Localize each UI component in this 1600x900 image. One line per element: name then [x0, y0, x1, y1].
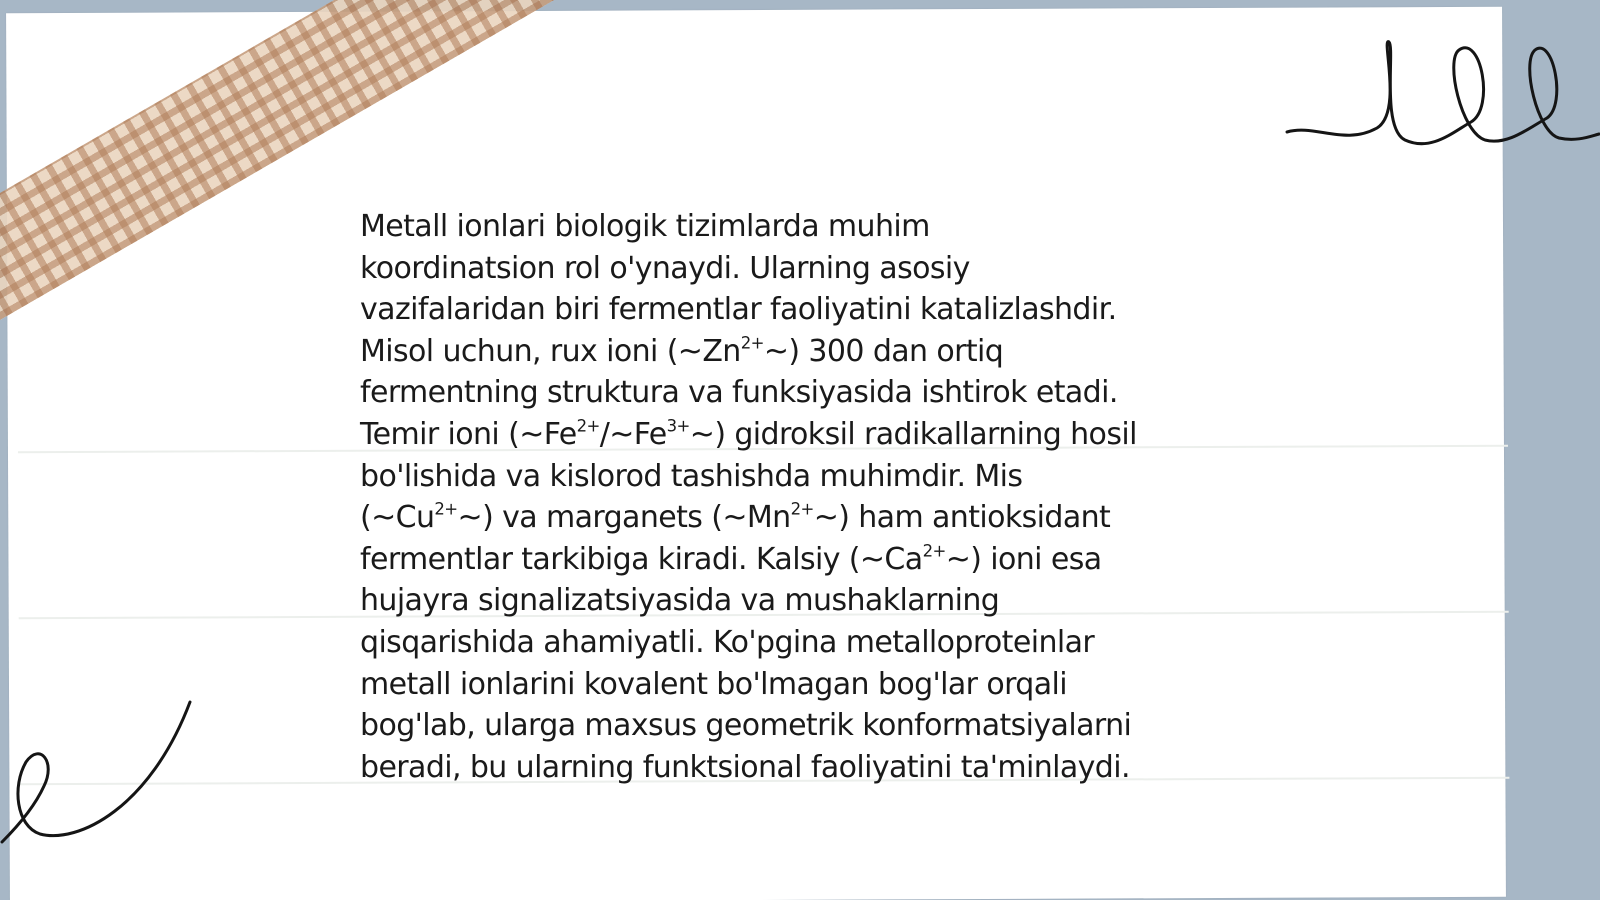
charge-superscript: 2+: [922, 541, 946, 561]
text-segment: fermentning struktura va funksiyasida ishtirok etadi.: [360, 375, 1118, 411]
text-segment: Misol uchun, rux ioni (~Zn: [360, 333, 741, 369]
body-paragraph: [360, 206, 1240, 788]
paragraph-line: [360, 622, 1240, 664]
text-segment: hujayra signalizatsiyasida va mushaklarning: [360, 583, 1000, 619]
text-segment: bog'lab, ularga maxsus geometrik konformatsiyalarni: [360, 708, 1132, 744]
paragraph-line: [360, 372, 1240, 414]
text-segment: fermentlar tarkibiga kiradi. Kalsiy (~Ca: [360, 541, 923, 577]
text-segment: qisqarishida ahamiyatli. Ko'pgina metalloproteinlar: [360, 624, 1095, 660]
paragraph-line: [360, 456, 1240, 498]
text-segment: bo'lishida va kislorod tashishda muhimdir. Mis: [360, 458, 1023, 494]
charge-superscript: 2+: [434, 499, 458, 519]
paragraph-line: [360, 414, 1240, 456]
charge-superscript: 2+: [576, 416, 600, 436]
paragraph-line: [360, 289, 1240, 331]
charge-superscript: 3+: [666, 416, 690, 436]
text-segment: /~Fe: [599, 416, 667, 452]
bottom-left-loop-scribble-icon: [0, 690, 200, 850]
paragraph-line: [360, 539, 1240, 581]
text-segment: ~) ioni esa: [945, 541, 1102, 577]
paragraph-line: [360, 664, 1240, 706]
paragraph-line: [360, 747, 1240, 789]
top-right-loop-scribble-icon: [1285, 28, 1600, 168]
paragraph-line: [360, 331, 1240, 373]
text-segment: ~) ham antioksidant: [813, 500, 1111, 536]
text-segment: Metall ionlari biologik tizimlarda muhim: [360, 209, 930, 244]
paragraph-line: [360, 497, 1240, 539]
charge-superscript: 2+: [790, 499, 814, 519]
text-segment: koordinatsion rol o'ynaydi. Ularning asosiy: [360, 250, 970, 286]
text-segment: beradi, bu ularning funktsional faoliyatini ta'minlaydi.: [360, 749, 1130, 785]
charge-superscript: 2+: [740, 333, 764, 353]
paragraph-line: [360, 705, 1240, 747]
paragraph-line: [360, 248, 1240, 290]
text-segment: Temir ioni (~Fe: [360, 416, 577, 452]
text-segment: ~) va marganets (~Mn: [457, 500, 791, 536]
text-segment: metall ionlarini kovalent bo'lmagan bog'lar orqali: [360, 666, 1068, 702]
text-segment: ~) gidroksil radikallarning hosil: [689, 416, 1137, 452]
text-segment: (~Cu: [360, 500, 435, 536]
text-segment: vazifalaridan biri fermentlar faoliyatini katalizlashdir.: [360, 292, 1117, 328]
paragraph-line: [360, 206, 1240, 248]
paragraph-line: [360, 580, 1240, 622]
text-segment: ~) 300 dan ortiq: [763, 333, 1004, 369]
